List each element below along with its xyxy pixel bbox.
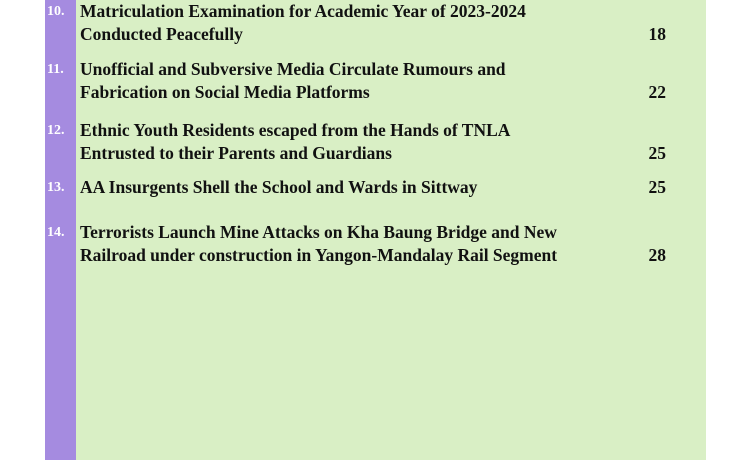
entry-number: 14. [47,225,65,240]
entry-title-line1: Unofficial and Subversive Media Circulate Rumours and [80,59,506,79]
entry-page-number: 18 [648,24,666,44]
entry-number: 10. [47,4,65,19]
entry-title-line1: AA Insurgents Shell the School and Wards in Sittway [80,177,478,197]
entry-title-line2: Railroad under construction in Yangon-Mandalay Rail Segment [80,245,558,265]
entry-page-number: 28 [648,245,666,265]
entry-title-line1: Terrorists Launch Mine Attacks on Kha Baung Bridge and New [80,222,557,242]
entry-title-line1: Ethnic Youth Residents escaped from the Hands of TNLA [80,120,511,140]
entry-number: 11. [47,62,64,77]
entry-page-number: 22 [648,82,666,102]
entry-title-line2: Entrusted to their Parents and Guardians [80,143,392,163]
entry-number: 12. [47,123,65,138]
entry-number: 13. [47,180,65,195]
entry-page-number: 25 [648,177,666,197]
entry-page-number: 25 [648,143,666,163]
entry-title-line2: Conducted Peacefully [80,24,243,44]
entry-title-line2: Fabrication on Social Media Platforms [80,82,370,102]
entry-title-line1: Matriculation Examination for Academic Year of 2023-2024 [80,1,526,21]
